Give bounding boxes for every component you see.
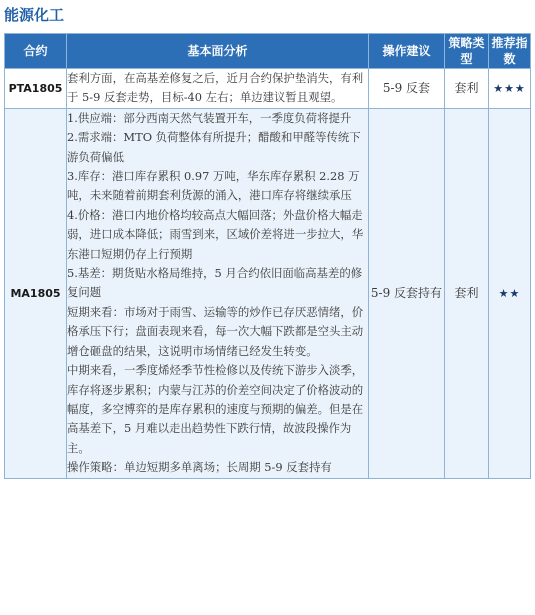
advice-cell: 5-9 反套持有 — [369, 108, 445, 478]
analysis-paragraph: 3.库存：港口库存累积 0.97 万吨，华东库存累积 2.28 万吨，未来随着前期套利货源的涌入，港口库存将继续承压 — [67, 169, 360, 203]
analysis-paragraph: 中期来看，一季度烯烃季节性检修以及传统下游步入淡季，库存将逐步累积；内蒙与江苏的价差空间决定了价格波动的幅度，多空博弈的是库存累积的速度与预期的偏差。但是在高基差下，5 月难以走出趋势性下跌行情，故波段操作为主。 — [67, 363, 364, 455]
rating-stars: ★★ — [489, 108, 531, 478]
section-title: 能源化工 — [4, 6, 65, 24]
analysis-paragraph: 套利方面，在高基差修复之后，近月合约保护垫消失，有利于 5-9 反套走势，目标-40 左右；单边建议暂且观望。 — [67, 71, 364, 105]
header-analysis: 基本面分析 — [67, 34, 369, 69]
strategy-cell: 套利 — [445, 69, 489, 109]
analysis-table — [4, 33, 531, 479]
header-advice: 操作建议 — [369, 34, 445, 69]
table-row — [5, 69, 531, 109]
header-strategy: 策略类型 — [445, 34, 489, 69]
analysis-cell — [67, 69, 369, 109]
strategy-cell: 套利 — [445, 108, 489, 478]
header-rating: 推荐指数 — [489, 34, 531, 69]
contract-cell: PTA1805 — [5, 69, 67, 109]
analysis-paragraph: 操作策略：单边短期多单离场；长周期 5-9 反套持有 — [67, 460, 332, 475]
header-contract: 合约 — [5, 34, 67, 69]
table-row — [5, 108, 531, 478]
analysis-paragraph: 5.基差：期货贴水格局维持，5 月合约依旧面临高基差的修复问题 — [67, 266, 363, 300]
rating-stars: ★★★ — [489, 69, 531, 109]
contract-cell: MA1805 — [5, 108, 67, 478]
analysis-paragraph: 2.需求端：MTO 负荷整体有所提升；醋酸和甲醛等传统下游负荷偏低 — [67, 130, 361, 164]
analysis-paragraph: 1.供应端：部分西南天然气装置开车，一季度负荷将提升 — [67, 110, 352, 125]
table-header-row — [5, 34, 531, 69]
advice-cell: 5-9 反套 — [369, 69, 445, 109]
analysis-paragraph: 短期来看：市场对于雨雪、运输等的炒作已存厌恶情绪，价格承压下行；盘面表现来看，每一次大幅下跌都是空头主动增仓砸盘的结果，这说明市场情绪已经发生转变。 — [67, 304, 364, 358]
analysis-paragraph: 4.价格：港口内地价格均较高点大幅回落；外盘价格大幅走弱，进口成本降低；雨雪到来，区域价差将进一步拉大，华东港口短期仍存上行预期 — [67, 207, 364, 261]
analysis-cell — [67, 108, 369, 478]
